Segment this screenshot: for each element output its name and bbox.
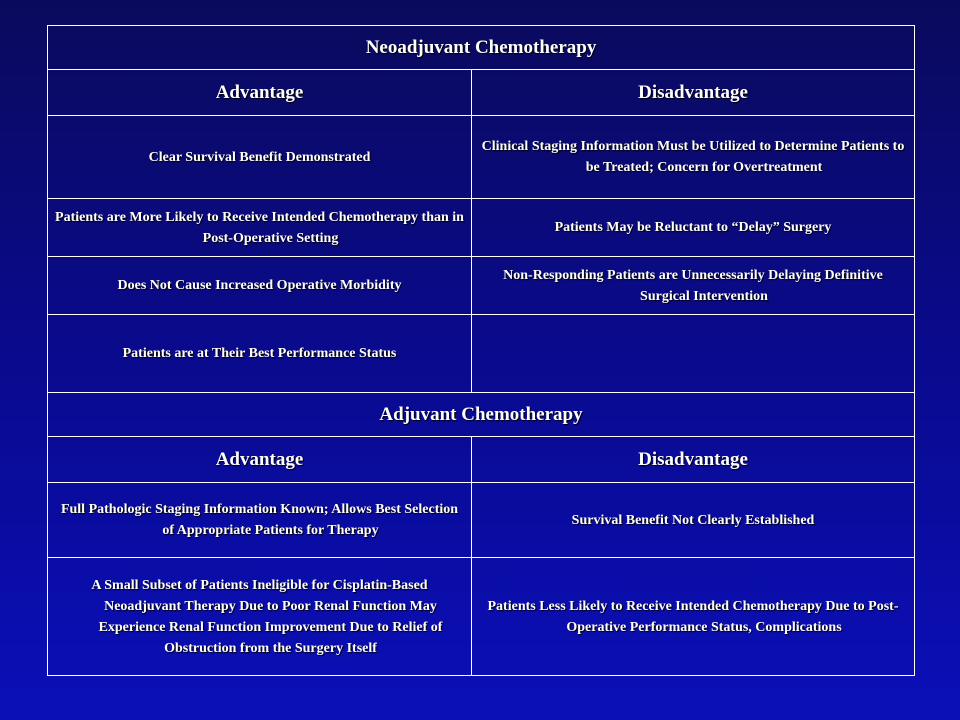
neoadjuvant-header-row [48, 70, 915, 116]
neoadjuvant-disadvantage-cell [472, 199, 915, 257]
table-row [48, 483, 915, 558]
neoadjuvant-advantage-cell [48, 116, 472, 199]
neoadjuvant-disadvantage-cell [472, 257, 915, 315]
adjuvant-advantage-header: Advantage [48, 437, 472, 483]
cell-text: Clinical Staging Information Must be Utilized to Determine Patients to be Treated; Concern for Overtreatment [481, 139, 905, 175]
adjuvant-title-row [48, 393, 915, 437]
table-row [48, 199, 915, 257]
neoadjuvant-disadvantage-cell-empty [472, 315, 915, 393]
cell-text: Does Not Cause Increased Operative Morbidity [117, 278, 402, 293]
adjuvant-advantage-cell [48, 483, 472, 558]
adjuvant-disadvantage-cell [472, 558, 915, 676]
table-row [48, 116, 915, 199]
neoadjuvant-advantage-header: Advantage [48, 70, 472, 116]
cell-text: Clear Survival Benefit Demonstrated [148, 149, 371, 165]
table-row [48, 257, 915, 315]
cell-text: Full Pathologic Staging Information Known; Allows Best Selection of Appropriate Patients for Therapy [60, 502, 459, 538]
adjuvant-advantage-cell [48, 558, 472, 676]
comparison-table [47, 25, 915, 676]
neoadjuvant-advantage-cell [48, 257, 472, 315]
adjuvant-disadvantage-header: Disadvantage [472, 437, 915, 483]
adjuvant-header-row [48, 437, 915, 483]
neoadjuvant-advantage-cell [48, 315, 472, 393]
cell-text: Patients are at Their Best Performance Status [122, 346, 397, 361]
table-row [48, 315, 915, 393]
neoadjuvant-disadvantage-cell [472, 116, 915, 199]
neoadjuvant-title: Neoadjuvant Chemotherapy [48, 26, 915, 70]
cell-text: Patients Less Likely to Receive Intended Chemotherapy Due to Post-Operative Performance Status, Complications [487, 598, 899, 635]
adjuvant-disadvantage-cell [472, 483, 915, 558]
cell-text: Non-Responding Patients are Unnecessarily Delaying Definitive Surgical Intervention [503, 267, 883, 304]
cell-text: Survival Benefit Not Clearly Established [571, 512, 815, 528]
neoadjuvant-advantage-cell [48, 199, 472, 257]
cell-text: Patients May be Reluctant to “Delay” Surgery [554, 220, 832, 235]
neoadjuvant-title-row [48, 26, 915, 70]
cell-text: Patients are More Likely to Receive Intended Chemotherapy than in Post-Operative Setting [55, 209, 464, 246]
adjuvant-title: Adjuvant Chemotherapy [48, 393, 915, 437]
neoadjuvant-disadvantage-header: Disadvantage [472, 70, 915, 116]
table-row [48, 558, 915, 676]
cell-text: A Small Subset of Patients Ineligible for Cisplatin-Based Neoadjuvant Therapy Due to Poor Renal Function May Experience Renal Function Improvement Due to Relief of Obstruction from the Surgery Itself [91, 577, 443, 656]
